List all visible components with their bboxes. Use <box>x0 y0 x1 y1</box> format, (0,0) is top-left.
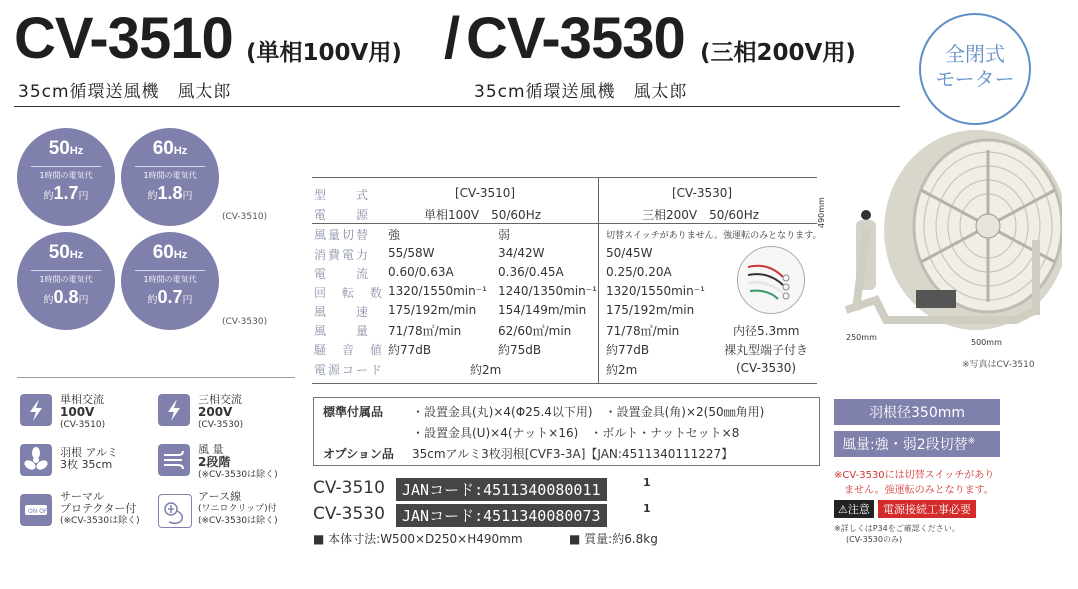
spec-speed-weak: 154/149m/min <box>498 303 587 317</box>
spec-label-speed: 風 速 <box>314 305 371 319</box>
footnote-2: (CV-3530のみ) <box>846 535 903 544</box>
terminal-note-2: 裸丸型端子付き <box>724 343 809 357</box>
dim-height-label: 490mm <box>817 197 826 228</box>
option-value: 35cmアルミ3枚羽根[CVF3-3A]【JAN:4511340111227】 <box>412 447 734 461</box>
terminal-wire-image <box>737 246 805 314</box>
spec-label-consumption: 消費電力 <box>314 248 371 262</box>
phase-title-1: (単相100V用) <box>246 40 402 66</box>
cost-circle-50hz-3510: 50Hz 1時間の電気代 約1.7円 <box>17 128 115 226</box>
phase-title-2: (三相200V用) <box>700 40 856 66</box>
blade-diameter-label: 羽根径350mm <box>834 399 1000 425</box>
spec-label-power: 電 源 <box>314 208 371 222</box>
spec-power-3510: 単相100V 50/60Hz <box>424 208 542 222</box>
body-dimensions: ■ 本体寸法:W500×D250×H490mm <box>313 532 523 546</box>
wiring-warning-badge: 電源接続工事必要 <box>878 500 976 518</box>
spec-consumption-strong: 55/58W <box>388 246 435 260</box>
model-title-2: CV-3530 <box>466 6 685 71</box>
spec-current-3530: 0.25/0.20A <box>606 265 672 279</box>
photo-caption: ※写真はCV-3510 <box>962 360 1035 370</box>
feature-airflow: 風 量 2段階 (※CV-3530は除く) <box>198 443 278 480</box>
spec-switch-strong: 強 <box>388 228 401 242</box>
option-label: オプション品 <box>323 447 394 461</box>
spec-noise-weak: 約75dB <box>498 343 542 357</box>
features-top-rule <box>17 377 295 378</box>
cost-circle-60hz-3510: 60Hz 1時間の電気代 約1.8円 <box>121 128 219 226</box>
subtitle-2: 35cm循環送風機 風太郎 <box>474 82 688 102</box>
caution-badge: ⚠注意 <box>834 500 874 518</box>
std-accessories-line1: ・設置金具(丸)×4(Φ25.4以下用) ・設置金具(角)×2(50㎜角用) <box>412 405 765 419</box>
spec-power-3530: 三相200V 50/60Hz <box>642 208 760 222</box>
thermal-switch-icon <box>20 494 52 526</box>
spec-model-3530: [CV-3530] <box>672 186 733 200</box>
badge-line2: モーター <box>935 67 1015 91</box>
spec-speed-3530: 175/192m/min <box>606 303 695 317</box>
spec-current-weak: 0.36/0.45A <box>498 265 564 279</box>
lightning-icon <box>20 394 52 426</box>
airflow-note-1: ※CV-3530には切替スイッチがあり <box>834 470 995 481</box>
feature-thermal: サーマル プロテクター付 (※CV-3530は除く) <box>60 490 140 526</box>
body-weight: ■ 質量:約6.8kg <box>569 532 658 546</box>
fan-blade-icon <box>20 444 52 476</box>
title-slash: / <box>444 6 460 71</box>
airflow-icon <box>158 444 190 476</box>
terminal-note-3: (CV-3530) <box>736 361 797 375</box>
airflow-note-2: ません。強運転のみとなります。 <box>844 485 994 496</box>
spec-label-switch: 風量切替 <box>314 228 371 242</box>
spec-cord-3530: 約2m <box>606 363 638 377</box>
spec-volume-strong: 71/78㎥/min <box>388 324 462 338</box>
spec-rpm-weak: 1240/1350min⁻¹ <box>498 284 597 298</box>
spec-consumption-3530: 50/45W <box>606 246 653 260</box>
spec-noise-strong: 約77dB <box>388 343 432 357</box>
footnote-1: ※詳しくはP34をご確認ください。 <box>834 524 960 533</box>
cost-circle-60hz-3530: 60Hz 1時間の電気代 約0.7円 <box>121 232 219 330</box>
lightning-icon <box>158 394 190 426</box>
spec-label-volume: 風 量 <box>314 324 371 338</box>
feature-single-phase: 単相交流 100V (CV-3510) <box>60 393 106 430</box>
subtitle-1: 35cm循環送風機 風太郎 <box>18 82 232 102</box>
cost-note-3510: (CV-3510) <box>222 212 268 222</box>
badge-line1: 全閉式 <box>945 42 1005 66</box>
std-accessories-label: 標準付属品 <box>323 405 384 419</box>
feature-blade: 羽根 アルミ 3枚 35cm <box>60 446 119 471</box>
spec-label-rpm: 回 転 数 <box>314 286 385 300</box>
spec-cord-3510: 約2m <box>470 363 502 377</box>
feature-three-phase: 三相交流 200V (CV-3530) <box>198 393 244 430</box>
feature-ground: アース線 (ワニロクリップ)付 (※CV-3530は除く) <box>198 490 278 526</box>
std-accessories-line2: ・設置金具(U)×4(ナット×16) ・ボルト・ナットセット×8 <box>412 426 740 440</box>
spec-volume-3530: 71/78㎥/min <box>606 324 680 338</box>
spec-switch-weak: 弱 <box>498 228 511 242</box>
header-rule <box>14 106 900 107</box>
spec-model-3510: [CV-3510] <box>455 186 516 200</box>
cost-circle-50hz-3530: 50Hz 1時間の電気代 約0.8円 <box>17 232 115 330</box>
spec-rpm-3530: 1320/1550min⁻¹ <box>606 284 705 298</box>
jan-model-3530: CV-3530 <box>313 504 385 524</box>
cost-note-3530: (CV-3530) <box>222 317 268 327</box>
enclosed-motor-badge <box>919 13 1031 125</box>
svg-text:ON OFF: ON OFF <box>28 508 51 515</box>
jan-sup-3530: 1 <box>643 502 651 515</box>
spec-volume-weak: 62/60㎥/min <box>498 324 572 338</box>
jan-code-3530: JANコード:4511340080073 <box>396 504 607 527</box>
model-title-1: CV-3510 <box>14 6 233 71</box>
spec-speed-strong: 175/192m/min <box>388 303 477 317</box>
spec-label-current: 電 流 <box>314 267 371 281</box>
spec-noise-3530: 約77dB <box>606 343 650 357</box>
spec-label-model: 型 式 <box>314 188 371 202</box>
terminal-note-1: 内径5.3mm <box>733 324 800 338</box>
airflow-switch-label: 風量:強・弱2段切替※ <box>834 431 1000 457</box>
ground-wire-icon <box>158 494 192 528</box>
spec-switch-3530: 切替スイッチがありません。強運転のみとなります。 <box>606 231 822 241</box>
spec-label-noise: 騒 音 値 <box>314 343 385 357</box>
spec-label-cord: 電源コード <box>314 363 385 377</box>
jan-sup-3510: 1 <box>643 476 651 489</box>
jan-code-3510: JANコード:4511340080011 <box>396 478 607 501</box>
spec-consumption-weak: 34/42W <box>498 246 545 260</box>
jan-model-3510: CV-3510 <box>313 478 385 498</box>
dim-depth-label: 250mm <box>846 333 877 342</box>
spec-current-strong: 0.60/0.63A <box>388 265 454 279</box>
dim-width-label: 500mm <box>971 338 1002 347</box>
spec-rpm-strong: 1320/1550min⁻¹ <box>388 284 487 298</box>
fan-photo <box>826 110 1062 350</box>
